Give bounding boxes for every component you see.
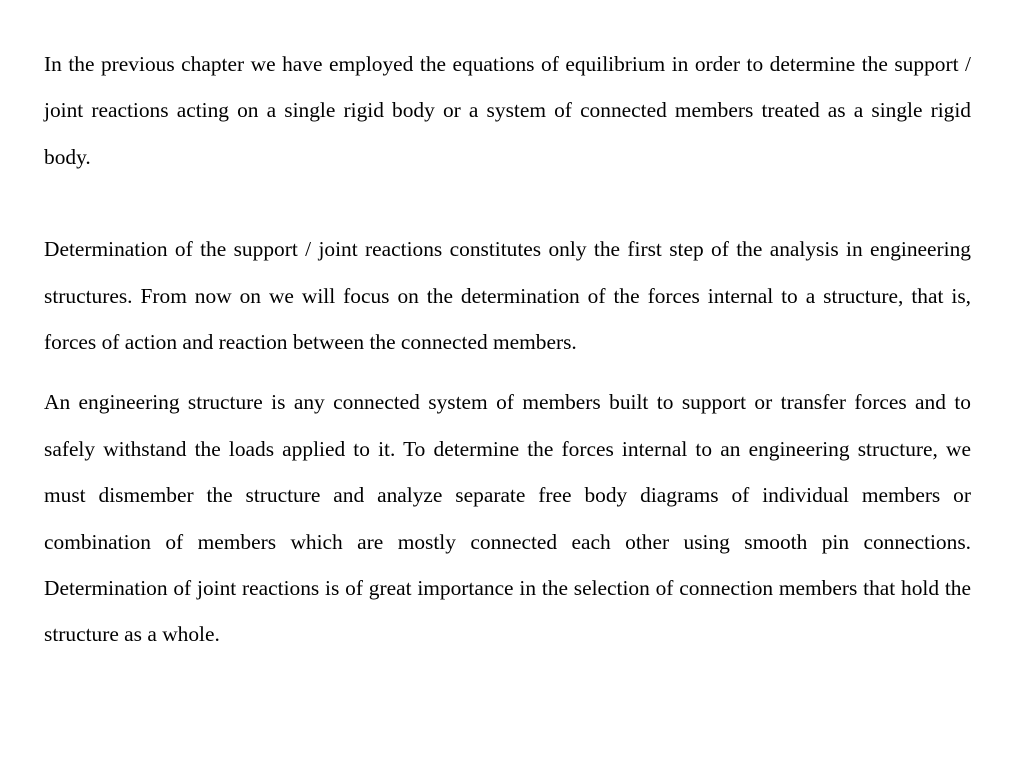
paragraph-engineering-structure: An engineering structure is any connected system of members built to support or transfer forces and to safely withstand the loads applied to it. To determine the forces internal to an engineering structure, we must dismember the structure and analyze separate free body diagrams of individual members or combination of members which are mostly connected each other using smooth pin connections. Determination of joint reactions is of great importance in the selection of connection members that hold the structure as a whole. xyxy=(44,390,971,647)
paragraph-equilibrium-intro: In the previous chapter we have employed the equations of equilibrium in order to determine the support / joint reactions acting on a single rigid body or a system of connected members treated as a single rigid body. xyxy=(44,52,971,169)
paragraph-internal-forces: Determination of the support / joint reactions constitutes only the first step of the analysis in engineering structures. From now on we will focus on the determination of the forces internal to a structure, that is, forces of action and reaction between the connected members. xyxy=(44,237,971,355)
